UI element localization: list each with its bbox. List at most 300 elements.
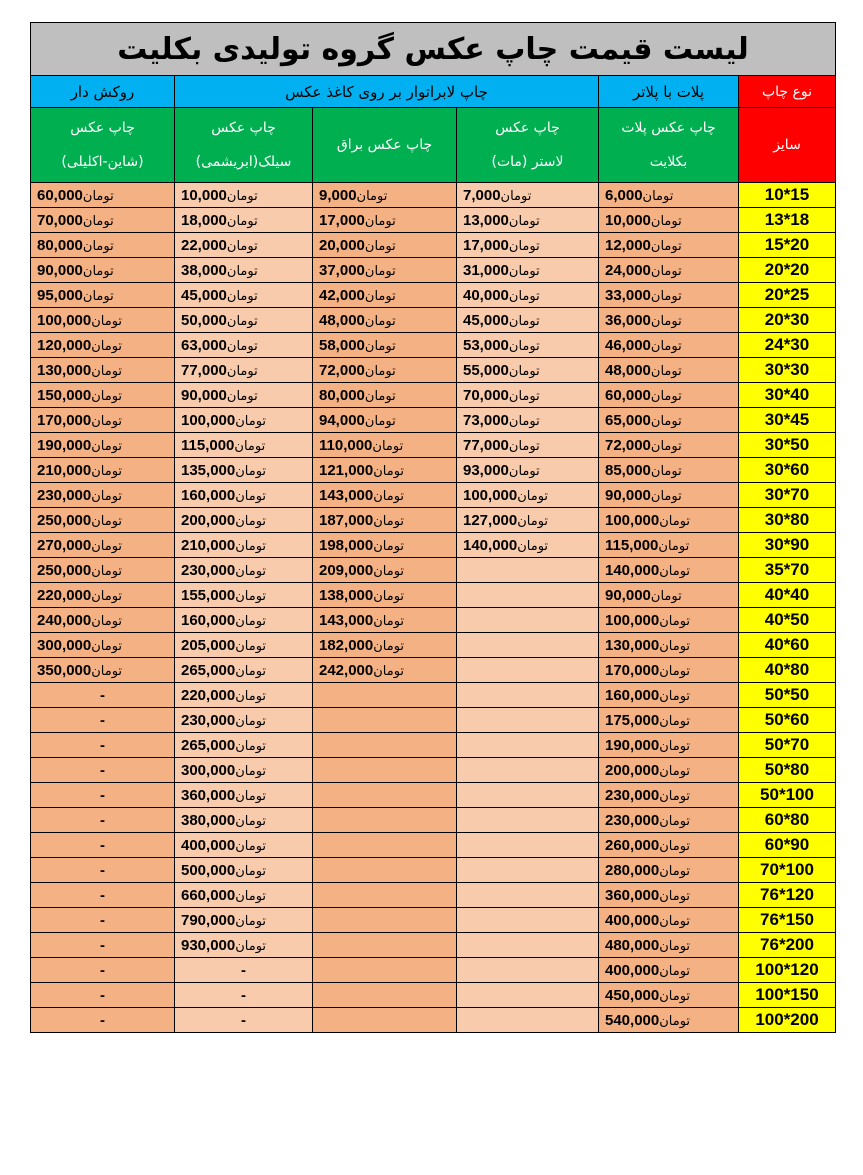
price-value: 120,000 <box>37 336 92 354</box>
currency-label: تومان <box>82 288 114 304</box>
price-cell: - <box>31 983 175 1008</box>
currency-label: تومان <box>373 463 405 479</box>
currency-label: تومان <box>235 838 267 854</box>
table-row <box>31 908 836 933</box>
price-cell <box>31 258 175 283</box>
price-value: 22,000 <box>181 236 227 254</box>
table-row <box>31 583 836 608</box>
table-row <box>31 858 836 883</box>
price-value: 80,000 <box>37 236 83 254</box>
price-value: 360,000 <box>181 786 236 804</box>
table-row <box>31 433 836 458</box>
table-row <box>31 258 836 283</box>
column-header-line: چاپ عکس <box>70 120 135 136</box>
page-title: لیست قیمت چاپ عکس گروه تولیدی بکلیت <box>31 23 836 76</box>
currency-label: تومان <box>91 413 123 429</box>
currency-label: تومان <box>91 663 123 679</box>
price-value: 38,000 <box>181 261 227 279</box>
price-cell <box>599 758 739 783</box>
currency-label: تومان <box>235 488 267 504</box>
price-cell <box>313 933 457 958</box>
price-cell: - <box>31 958 175 983</box>
price-cell <box>313 583 457 608</box>
price-value: 90,000 <box>605 486 651 504</box>
currency-label: تومان <box>235 788 267 804</box>
price-cell <box>457 908 599 933</box>
price-cell <box>175 608 313 633</box>
size-header: سایز <box>739 108 836 183</box>
currency-label: تومان <box>517 513 549 529</box>
currency-label: تومان <box>235 688 267 704</box>
price-cell <box>599 908 739 933</box>
price-cell <box>31 508 175 533</box>
table-row <box>31 958 836 983</box>
currency-label: تومان <box>659 813 691 829</box>
price-cell <box>313 408 457 433</box>
price-cell <box>313 883 457 908</box>
price-cell <box>457 983 599 1008</box>
price-value: 360,000 <box>605 886 660 904</box>
column-header-shine <box>31 108 175 183</box>
currency-label: تومان <box>650 488 682 504</box>
price-cell <box>175 383 313 408</box>
price-cell <box>313 208 457 233</box>
price-value: 65,000 <box>605 411 651 429</box>
price-cell <box>313 783 457 808</box>
size-cell: 100*120 <box>739 958 836 983</box>
price-value: 660,000 <box>181 886 236 904</box>
price-value: 242,000 <box>319 661 374 679</box>
price-cell: - <box>31 758 175 783</box>
currency-label: تومان <box>508 238 540 254</box>
price-cell <box>599 658 739 683</box>
currency-label: تومان <box>364 213 396 229</box>
price-cell <box>313 808 457 833</box>
price-value: 10,000 <box>605 211 651 229</box>
price-value: 480,000 <box>605 936 660 954</box>
currency-label: تومان <box>659 613 691 629</box>
price-value: 127,000 <box>463 511 518 529</box>
currency-label: تومان <box>650 438 682 454</box>
price-cell <box>457 733 599 758</box>
price-cell <box>457 783 599 808</box>
price-cell <box>175 633 313 658</box>
currency-label: تومان <box>226 338 258 354</box>
price-cell: - <box>31 908 175 933</box>
price-table <box>30 22 836 1033</box>
price-cell <box>31 558 175 583</box>
currency-label: تومان <box>226 213 258 229</box>
currency-label: تومان <box>91 613 123 629</box>
price-cell <box>457 558 599 583</box>
table-row <box>31 558 836 583</box>
currency-label: تومان <box>373 488 405 504</box>
column-header-line: چاپ عکس <box>495 120 560 136</box>
price-cell <box>31 633 175 658</box>
price-cell <box>599 883 739 908</box>
size-cell: 50*60 <box>739 708 836 733</box>
currency-label: تومان <box>82 263 114 279</box>
currency-label: تومان <box>650 463 682 479</box>
price-cell <box>599 533 739 558</box>
currency-label: تومان <box>91 563 123 579</box>
price-cell <box>457 233 599 258</box>
price-cell <box>599 783 739 808</box>
table-row <box>31 708 836 733</box>
price-cell <box>313 383 457 408</box>
price-value: 48,000 <box>605 361 651 379</box>
price-value: 930,000 <box>181 936 236 954</box>
price-value: 230,000 <box>605 786 660 804</box>
price-cell: - <box>31 1008 175 1033</box>
table-row <box>31 808 836 833</box>
table-row <box>31 983 836 1008</box>
price-value: 72,000 <box>319 361 365 379</box>
currency-label: تومان <box>508 463 540 479</box>
price-cell: - <box>31 858 175 883</box>
price-cell <box>457 858 599 883</box>
currency-label: تومان <box>508 263 540 279</box>
column-header-luster <box>457 108 599 183</box>
currency-label: تومان <box>650 288 682 304</box>
currency-label: تومان <box>91 388 123 404</box>
price-value: 150,000 <box>37 386 92 404</box>
currency-label: تومان <box>659 938 691 954</box>
price-value: 270,000 <box>37 536 92 554</box>
price-cell <box>175 558 313 583</box>
size-cell: 40*40 <box>739 583 836 608</box>
price-cell: - <box>175 1008 313 1033</box>
price-cell <box>313 433 457 458</box>
price-cell <box>175 483 313 508</box>
price-value: 187,000 <box>319 511 374 529</box>
currency-label: تومان <box>659 638 691 654</box>
size-cell: 30*30 <box>739 358 836 383</box>
price-value: 200,000 <box>605 761 660 779</box>
price-cell <box>313 758 457 783</box>
price-cell <box>313 533 457 558</box>
price-value: 90,000 <box>181 386 227 404</box>
price-cell <box>599 808 739 833</box>
price-cell <box>175 358 313 383</box>
price-value: 140,000 <box>605 561 660 579</box>
size-cell: 70*100 <box>739 858 836 883</box>
price-cell <box>175 733 313 758</box>
price-cell <box>313 233 457 258</box>
price-value: 58,000 <box>319 336 365 354</box>
price-value: 18,000 <box>181 211 227 229</box>
price-value: 138,000 <box>319 586 374 604</box>
currency-label: تومان <box>91 538 123 554</box>
price-value: 140,000 <box>463 536 518 554</box>
currency-label: تومان <box>226 363 258 379</box>
price-cell <box>599 508 739 533</box>
currency-label: تومان <box>659 863 691 879</box>
price-value: 500,000 <box>181 861 236 879</box>
currency-label: تومان <box>659 963 691 979</box>
size-cell: 20*20 <box>739 258 836 283</box>
currency-label: تومان <box>235 888 267 904</box>
currency-label: تومان <box>659 738 691 754</box>
price-value: 80,000 <box>319 386 365 404</box>
price-cell <box>457 308 599 333</box>
price-cell <box>175 658 313 683</box>
table-row <box>31 608 836 633</box>
price-cell <box>599 208 739 233</box>
price-value: 53,000 <box>463 336 509 354</box>
table-row <box>31 483 836 508</box>
price-value: 42,000 <box>319 286 365 304</box>
currency-label: تومان <box>364 338 396 354</box>
price-value: 130,000 <box>605 636 660 654</box>
currency-label: تومان <box>364 363 396 379</box>
currency-label: تومان <box>373 638 405 654</box>
price-cell <box>457 258 599 283</box>
price-value: 17,000 <box>463 236 509 254</box>
currency-label: تومان <box>235 738 267 754</box>
price-cell: - <box>31 783 175 808</box>
currency-label: تومان <box>373 588 405 604</box>
price-value: 60,000 <box>37 186 83 204</box>
price-cell <box>313 633 457 658</box>
currency-label: تومان <box>91 463 123 479</box>
price-value: 7,000 <box>463 186 501 204</box>
currency-label: تومان <box>659 713 691 729</box>
price-value: 55,000 <box>463 361 509 379</box>
price-cell <box>599 1008 739 1033</box>
currency-label: تومان <box>226 238 258 254</box>
currency-label: تومان <box>659 838 691 854</box>
price-cell <box>457 658 599 683</box>
price-value: 13,000 <box>463 211 509 229</box>
size-cell: 30*50 <box>739 433 836 458</box>
size-cell: 30*70 <box>739 483 836 508</box>
price-value: 110,000 <box>319 436 373 454</box>
price-cell <box>313 733 457 758</box>
currency-label: تومان <box>373 538 405 554</box>
price-value: 265,000 <box>181 736 236 754</box>
size-cell: 10*15 <box>739 183 836 208</box>
lab-print-group-header: چاپ لابراتوار بر روی کاغذ عکس <box>175 76 599 108</box>
currency-label: تومان <box>373 513 405 529</box>
table-row <box>31 508 836 533</box>
table-row <box>31 233 836 258</box>
currency-label: تومان <box>517 538 549 554</box>
price-cell <box>457 933 599 958</box>
currency-label: تومان <box>226 188 258 204</box>
price-value: 400,000 <box>181 836 236 854</box>
price-value: 175,000 <box>605 711 660 729</box>
price-cell <box>599 633 739 658</box>
price-cell <box>31 333 175 358</box>
price-value: 160,000 <box>181 486 236 504</box>
price-cell <box>599 258 739 283</box>
price-value: 210,000 <box>181 536 236 554</box>
price-value: 73,000 <box>463 411 509 429</box>
price-cell <box>599 333 739 358</box>
column-header-silk <box>175 108 313 183</box>
currency-label: تومان <box>91 488 123 504</box>
price-value: 220,000 <box>37 586 92 604</box>
currency-label: تومان <box>364 288 396 304</box>
price-cell <box>313 683 457 708</box>
column-header-plotter <box>599 108 739 183</box>
price-cell <box>175 208 313 233</box>
price-value: 100,000 <box>181 411 236 429</box>
price-value: 170,000 <box>605 661 660 679</box>
price-cell <box>457 408 599 433</box>
size-cell: 50*50 <box>739 683 836 708</box>
currency-label: تومان <box>82 213 114 229</box>
currency-label: تومان <box>659 563 691 579</box>
price-value: 182,000 <box>319 636 374 654</box>
currency-label: تومان <box>650 338 682 354</box>
size-cell: 76*120 <box>739 883 836 908</box>
price-cell <box>175 758 313 783</box>
currency-label: تومان <box>234 438 266 454</box>
price-cell <box>599 458 739 483</box>
price-cell <box>31 583 175 608</box>
currency-label: تومان <box>235 413 267 429</box>
currency-label: تومان <box>235 763 267 779</box>
currency-label: تومان <box>373 613 405 629</box>
size-cell: 20*30 <box>739 308 836 333</box>
price-cell <box>175 233 313 258</box>
price-value: 50,000 <box>181 311 227 329</box>
price-cell <box>175 783 313 808</box>
size-cell: 20*25 <box>739 283 836 308</box>
price-value: 12,000 <box>605 236 651 254</box>
price-cell <box>457 808 599 833</box>
table-row <box>31 458 836 483</box>
currency-label: تومان <box>226 263 258 279</box>
plotter-group-header: پلات با پلاتر <box>599 76 739 108</box>
price-value: 37,000 <box>319 261 365 279</box>
price-cell <box>313 708 457 733</box>
price-value: 143,000 <box>319 611 374 629</box>
price-cell <box>457 383 599 408</box>
price-value: 190,000 <box>37 436 92 454</box>
size-cell: 30*45 <box>739 408 836 433</box>
price-value: 200,000 <box>181 511 236 529</box>
currency-label: تومان <box>91 513 123 529</box>
price-value: 95,000 <box>37 286 83 304</box>
price-value: 300,000 <box>37 636 92 654</box>
price-cell: - <box>31 683 175 708</box>
price-cell <box>313 1008 457 1033</box>
price-cell <box>457 583 599 608</box>
price-value: 135,000 <box>181 461 236 479</box>
price-cell <box>175 258 313 283</box>
price-cell <box>313 483 457 508</box>
currency-label: تومان <box>650 363 682 379</box>
price-cell <box>457 433 599 458</box>
size-cell: 60*90 <box>739 833 836 858</box>
currency-label: تومان <box>508 388 540 404</box>
price-value: 190,000 <box>605 736 660 754</box>
currency-label: تومان <box>82 238 114 254</box>
table-row <box>31 308 836 333</box>
price-cell <box>457 333 599 358</box>
price-cell <box>457 208 599 233</box>
price-value: 380,000 <box>181 811 236 829</box>
price-cell <box>599 708 739 733</box>
price-cell <box>599 558 739 583</box>
column-header-line: چاپ عکس براق <box>336 137 433 153</box>
price-cell <box>313 608 457 633</box>
price-cell <box>457 958 599 983</box>
price-cell <box>457 608 599 633</box>
price-value: 400,000 <box>605 961 660 979</box>
currency-label: تومان <box>91 313 123 329</box>
price-cell <box>31 183 175 208</box>
currency-label: تومان <box>235 513 267 529</box>
price-value: 100,000 <box>463 486 518 504</box>
currency-label: تومان <box>364 263 396 279</box>
price-cell <box>31 658 175 683</box>
price-value: 31,000 <box>463 261 509 279</box>
price-value: 130,000 <box>37 361 92 379</box>
currency-label: تومان <box>235 713 267 729</box>
price-value: 160,000 <box>181 611 236 629</box>
price-cell <box>313 558 457 583</box>
size-cell: 100*150 <box>739 983 836 1008</box>
currency-label: تومان <box>650 388 682 404</box>
table-row <box>31 733 836 758</box>
price-cell <box>313 183 457 208</box>
price-value: 115,000 <box>181 436 235 454</box>
price-cell: - <box>31 733 175 758</box>
price-cell <box>31 383 175 408</box>
currency-label: تومان <box>235 538 267 554</box>
size-cell: 30*40 <box>739 383 836 408</box>
price-value: 209,000 <box>319 561 374 579</box>
currency-label: تومان <box>658 538 690 554</box>
price-value: 45,000 <box>181 286 227 304</box>
price-value: 90,000 <box>37 261 83 279</box>
currency-label: تومان <box>235 638 267 654</box>
price-value: 400,000 <box>605 911 660 929</box>
price-cell <box>457 183 599 208</box>
price-cell <box>599 958 739 983</box>
currency-label: تومان <box>372 438 404 454</box>
price-cell <box>599 233 739 258</box>
column-header-line: سیلک(ابریشمی) <box>195 154 292 170</box>
price-value: 300,000 <box>181 761 236 779</box>
price-value: 240,000 <box>37 611 92 629</box>
table-row <box>31 383 836 408</box>
currency-label: تومان <box>659 913 691 929</box>
price-cell <box>313 858 457 883</box>
currency-label: تومان <box>235 863 267 879</box>
price-cell <box>31 533 175 558</box>
price-cell <box>599 408 739 433</box>
price-cell <box>457 708 599 733</box>
currency-label: تومان <box>659 1013 691 1029</box>
price-cell <box>175 583 313 608</box>
price-cell <box>457 1008 599 1033</box>
price-cell <box>175 533 313 558</box>
currency-label: تومان <box>650 238 682 254</box>
price-cell <box>175 408 313 433</box>
print-type-header: نوع چاپ <box>739 76 836 108</box>
column-header-line: چاپ عکس <box>211 120 276 136</box>
price-value: 94,000 <box>319 411 365 429</box>
currency-label: تومان <box>91 363 123 379</box>
column-header-line: لاستر (مات) <box>491 154 564 170</box>
currency-label: تومان <box>659 688 691 704</box>
price-cell <box>313 308 457 333</box>
